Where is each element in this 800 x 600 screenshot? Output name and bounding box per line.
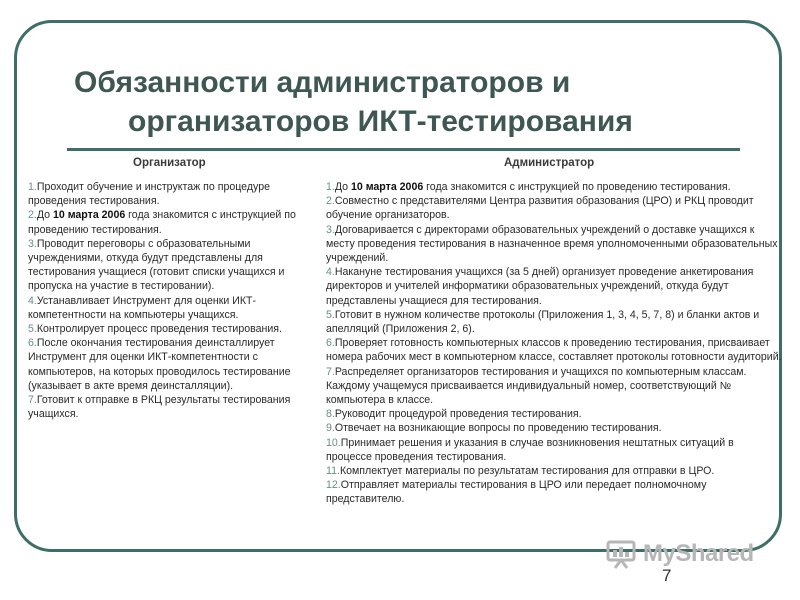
administrator-heading: Администратор — [504, 157, 595, 169]
item-number: 2. — [28, 209, 37, 222]
item-number: 5. — [326, 308, 335, 321]
title-divider — [67, 148, 740, 151]
item-number: 6. — [28, 337, 37, 350]
item-number: 7. — [28, 394, 37, 407]
item-number: 4. — [28, 294, 37, 307]
item-text: Распределяет организаторов тестирования и учащихся по компьютерным классам. Каждому учащемуся присваивается индивидуальный номер, соответствующий № компьютера в классе. — [326, 365, 747, 407]
organizer-heading: Организатор — [133, 157, 206, 169]
watermark-logo — [606, 537, 754, 571]
item-text: Проводит переговоры с образовательными учреждениями, откуда будут представлены для тестирования учащиеся (готовит списки учащихся и пропуска на участие в тестировании). — [28, 237, 285, 293]
organizer-duties-list — [28, 180, 308, 421]
list-item — [326, 265, 782, 308]
item-text: Проверяет готовность компьютерных классов к проведению тестирования, присваивает номера рабочих мест в компьютерном классе, составляет протоколы готовности аудиторий. — [326, 337, 782, 364]
list-item — [326, 464, 782, 478]
list-item — [326, 180, 782, 194]
list-item — [326, 436, 782, 464]
list-item — [28, 336, 308, 393]
item-text: Проходит обучение и инструктаж по процедуре проведения тестирования. — [28, 181, 270, 208]
list-item — [326, 194, 782, 222]
item-text: Готовит в нужном количестве протоколы (Приложения 1, 3, 4, 5, 7, 8) и бланки актов и апелляций (Приложения 2, 6). — [326, 308, 760, 336]
administrator-duties-list — [326, 180, 782, 507]
list-item — [28, 180, 308, 208]
list-item — [326, 478, 782, 506]
item-text: Отвечает на возникающие вопросы по проведению тестирования. — [334, 422, 662, 435]
list-item — [326, 407, 782, 421]
list-item — [326, 308, 782, 336]
item-number: 2. — [326, 195, 335, 208]
list-item — [326, 336, 782, 364]
list-item — [28, 322, 308, 336]
list-item — [28, 237, 308, 294]
title-line-2: организаторов ИКТ-тестирования — [128, 105, 633, 138]
item-text: Принимает решения и указания в случае возникновения нештатных ситуаций в процессе проведения тестирования. — [326, 436, 734, 463]
item-text: Договаривается с директорами образовательных учреждений о доставке учащихся к месту проведения тестирования в назначенное время уполномоченными образовательных учреждений. — [326, 223, 778, 265]
page-number: 7 — [662, 566, 672, 585]
watermark-text: MyShared — [643, 540, 754, 567]
item-number: 3. — [326, 223, 335, 236]
item-number: 5. — [28, 323, 37, 336]
item-text: Накануне тестирования учащихся (за 5 дней) организует проведение анкетирования директоров и учителей информатики образовательных учреждений, откуда будут представлены учащиеся для тестирования. — [326, 266, 754, 307]
item-number: 7. — [326, 365, 335, 378]
item-text: года знакомится с инструкцией по проведению тестирования. — [28, 209, 296, 236]
item-text: После окончания тестирования деинсталлирует Инструмент для оценки ИКТ-компетентности с компьютеров, на которых проводилось тестирование (указывает в акте время деинсталляции). — [28, 337, 291, 392]
item-number: 6. — [326, 337, 335, 350]
item-number: 11. — [326, 465, 340, 478]
item-text: До — [334, 181, 351, 193]
title-line-1: Обязанности администраторов и — [74, 66, 571, 99]
item-number: 3. — [28, 237, 37, 250]
item-text: Отправляет материалы тестирования в ЦРО или передает полномочному представителю. — [326, 479, 707, 506]
list-item — [326, 365, 782, 408]
list-item — [28, 208, 308, 236]
list-item — [28, 393, 308, 421]
list-item — [326, 421, 782, 435]
list-item — [326, 223, 782, 266]
item-text: Комплектует материалы по результатам тестирования для отправки в ЦРО. — [339, 465, 715, 478]
item-number: 8. — [326, 408, 335, 421]
item-text: Готовит к отправке в РКЦ результаты тестирования учащихся. — [28, 394, 291, 421]
date-highlight: 10 марта 2006 — [350, 181, 424, 193]
item-text: Контролирует процесс проведения тестирования. — [36, 323, 282, 336]
presentation-board-icon — [606, 539, 638, 569]
item-number: 1. — [28, 181, 37, 193]
slide-title — [74, 63, 774, 141]
item-number: 10. — [326, 436, 341, 449]
item-number: 4. — [326, 266, 335, 279]
item-number: 1. — [326, 181, 335, 193]
date-highlight: 10 марта 2006 — [52, 209, 126, 222]
item-number: 9. — [326, 422, 335, 435]
item-text: До — [36, 209, 53, 222]
item-text: Устанавливает Инструмент для оценки ИКТ-компетентности на компьютеры учащихся. — [28, 294, 257, 321]
list-item — [28, 294, 308, 322]
item-number: 12. — [326, 479, 341, 492]
item-text: Руководит процедурой проведения тестирования. — [334, 408, 582, 421]
item-text: Совместно с представителями Центра развития образования (ЦРО) и РКЦ проводит обучение организаторов. — [326, 195, 754, 222]
item-text: года знакомится с инструкцией по проведению тестирования. — [423, 181, 731, 193]
